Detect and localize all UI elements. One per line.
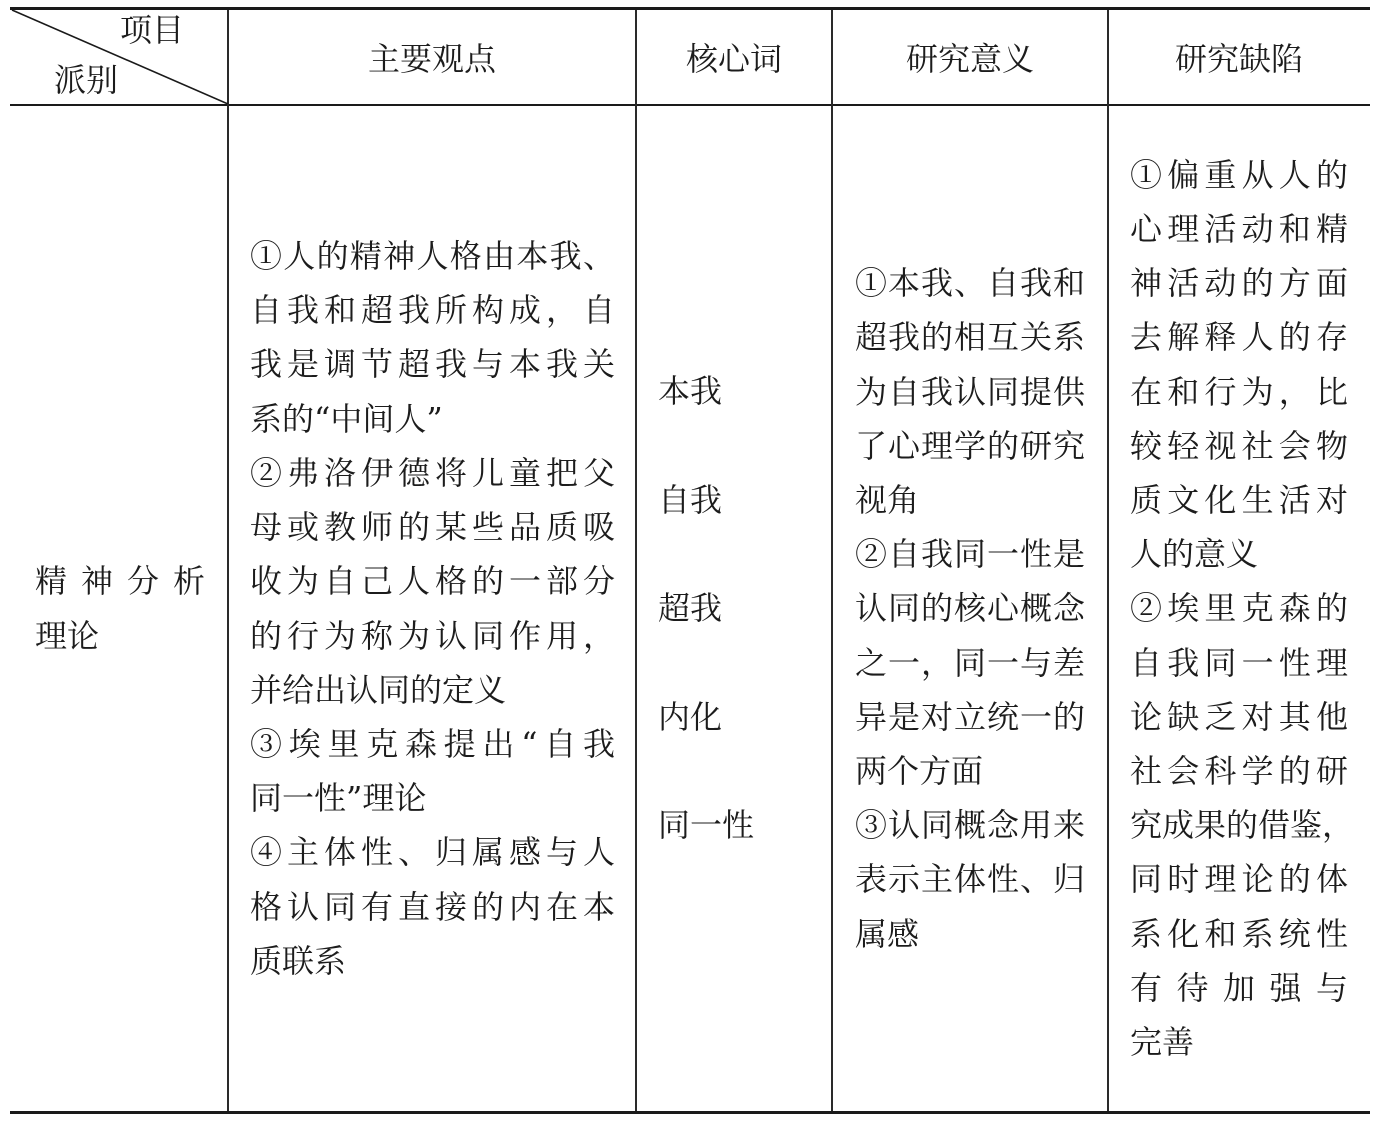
viewpoint-line: ④主体性、归属感与人 bbox=[250, 833, 615, 872]
column-divider bbox=[227, 10, 229, 1111]
column-divider bbox=[635, 10, 637, 1111]
limitation-line: 自我同一性理 bbox=[1130, 643, 1348, 682]
limitation-line: 社会科学的研 bbox=[1130, 752, 1348, 790]
viewpoint-line: 的行为称为认同作用， bbox=[250, 616, 615, 655]
limitation-line: 人的意义 bbox=[1130, 535, 1259, 574]
significance-line: 两个方面 bbox=[855, 752, 984, 790]
viewpoint-line: ②弗洛伊德将儿童把父 bbox=[250, 453, 615, 492]
keyword: 本我 bbox=[658, 372, 723, 411]
keyword: 自我 bbox=[658, 480, 723, 519]
viewpoint-line: 并给出认同的定义 bbox=[250, 670, 507, 709]
significance-line: 认同的核心概念 bbox=[855, 589, 1085, 628]
keyword: 超我 bbox=[658, 589, 723, 628]
table-bottom-rule bbox=[10, 1111, 1370, 1114]
limitation-line: 完善 bbox=[1130, 1023, 1195, 1062]
header-keywords: 核心词 bbox=[685, 40, 782, 78]
viewpoint-line: 系的“中间人” bbox=[250, 399, 443, 438]
limitation-line: 在和行为，比 bbox=[1130, 372, 1348, 411]
significance-line: ③认同概念用来 bbox=[855, 806, 1085, 845]
school-name-line: 精神分析 bbox=[35, 562, 205, 601]
header-significance: 研究意义 bbox=[905, 40, 1034, 78]
limitation-line: ①偏重从人的 bbox=[1130, 155, 1348, 194]
limitation-line: 同时理论的体 bbox=[1130, 860, 1348, 899]
header-limitations: 研究缺陷 bbox=[1174, 40, 1303, 78]
viewpoint-line: 格认同有直接的内在本 bbox=[250, 887, 615, 926]
limitation-line: 究成果的借鉴， bbox=[1130, 806, 1355, 845]
school-name-line: 理论 bbox=[35, 616, 100, 655]
viewpoint-line: 自我和超我所构成，自 bbox=[250, 291, 615, 330]
viewpoint-line: ③埃里克森提出“自我 bbox=[250, 724, 615, 763]
limitations-cell bbox=[1130, 106, 1355, 1111]
limitation-line: 神活动的方面 bbox=[1130, 264, 1348, 303]
keywords-cell bbox=[658, 106, 818, 1111]
limitation-line: 去解释人的存 bbox=[1130, 318, 1348, 357]
significance-line: 异是对立统一的 bbox=[855, 697, 1085, 736]
viewpoint-line: 同一性”理论 bbox=[250, 779, 427, 818]
limitation-line: 质文化生活对 bbox=[1130, 480, 1348, 519]
significance-line: 属感 bbox=[855, 914, 920, 953]
corner-row-label: 派别 bbox=[54, 61, 119, 99]
limitation-line: 有待加强与 bbox=[1130, 968, 1348, 1007]
significance-line: 为自我认同提供 bbox=[855, 372, 1085, 411]
significance-cell bbox=[855, 106, 1085, 1111]
significance-line: ②自我同一性是 bbox=[855, 535, 1085, 574]
column-divider bbox=[831, 10, 833, 1111]
significance-line: 表示主体性、归 bbox=[855, 860, 1085, 899]
viewpoint-line: 收为自己人格的一部分 bbox=[250, 562, 615, 601]
limitation-line: 心理活动和精 bbox=[1130, 209, 1348, 248]
limitation-line: 系化和系统性 bbox=[1130, 914, 1348, 953]
viewpoint-line: 质联系 bbox=[250, 941, 347, 980]
corner-column-label: 项目 bbox=[120, 11, 185, 49]
limitation-line: 较轻视社会物 bbox=[1130, 426, 1348, 465]
viewpoint-line: ①人的精神人格由本我、 bbox=[250, 237, 615, 276]
school-cell bbox=[35, 106, 205, 1111]
significance-line: 超我的相互关系 bbox=[855, 318, 1085, 357]
corner-diagonal-line bbox=[10, 10, 228, 104]
significance-line: 之一，同一与差 bbox=[855, 643, 1085, 682]
viewpoint-line: 母或教师的某些品质吸 bbox=[250, 508, 615, 547]
keyword: 同一性 bbox=[658, 806, 755, 845]
significance-line: 视角 bbox=[855, 480, 920, 519]
viewpoint-line: 我是调节超我与本我关 bbox=[250, 345, 615, 384]
keyword: 内化 bbox=[658, 697, 723, 736]
column-divider bbox=[1107, 10, 1109, 1111]
limitation-line: 论缺乏对其他 bbox=[1130, 697, 1348, 736]
significance-line: ①本我、自我和 bbox=[855, 264, 1085, 303]
viewpoints-cell bbox=[250, 106, 615, 1111]
limitation-line: ②埃里克森的 bbox=[1130, 589, 1348, 628]
header-viewpoints: 主要观点 bbox=[367, 40, 496, 78]
significance-line: 了心理学的研究 bbox=[855, 426, 1085, 465]
